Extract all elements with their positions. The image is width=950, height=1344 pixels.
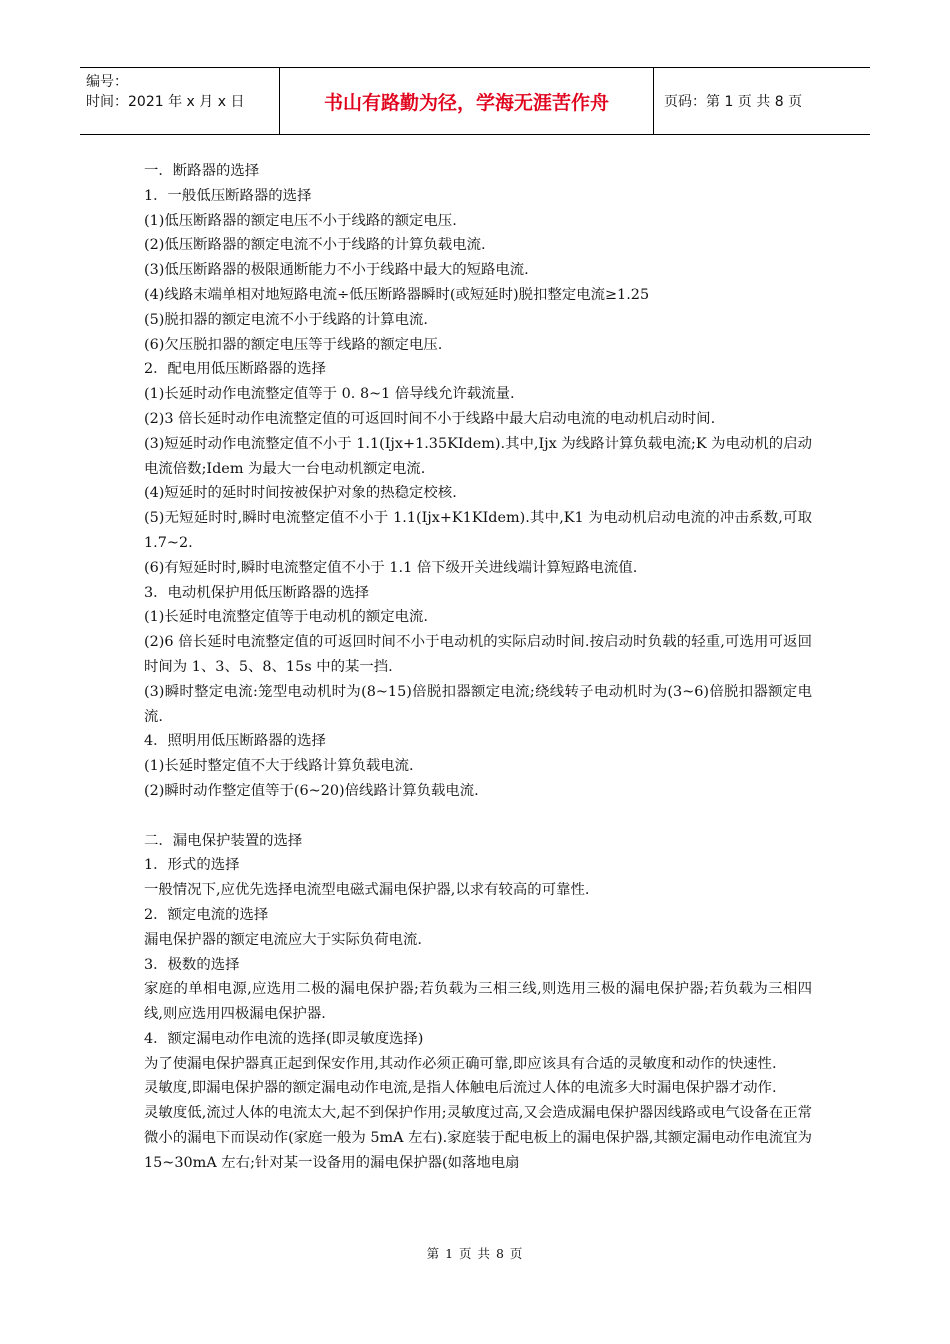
body-paragraph: (3)低压断路器的极限通断能力不小于线路中最大的短路电流.: [144, 262, 529, 279]
body-paragraph: (6)有短延时时,瞬时电流整定值不小于 1.1 倍下级开关进线端计算短路电流值.: [144, 559, 638, 576]
body-paragraph: 一般情况下,应优先选择电流型电磁式漏电保护器,以求有较高的可靠性.: [144, 882, 590, 899]
body-paragraph: (1)长延时整定值不大于线路计算负载电流.: [144, 758, 414, 775]
body-paragraph: (4)短延时的延时时间按被保护对象的热稳定校核.: [144, 485, 457, 502]
body-paragraph: (6)欠压脱扣器的额定电压等于线路的额定电压.: [144, 336, 443, 353]
body-paragraph: (2)瞬时动作整定值等于(6~20)倍线路计算负载电流.: [144, 782, 479, 799]
header-meta-cell: [80, 68, 280, 134]
body-paragraph: 4．照明用低压断路器的选择: [144, 733, 326, 750]
body-paragraph: 2．配电用低压断路器的选择: [144, 361, 326, 378]
document-body: [144, 159, 812, 1176]
body-paragraph: 1．形式的选择: [144, 857, 240, 874]
body-paragraph: 4．额定漏电动作电流的选择(即灵敏度选择): [144, 1030, 424, 1047]
document-number-label: 编号：: [86, 74, 128, 90]
body-paragraph: 灵敏度,即漏电保护器的额定漏电动作电流,是指人体触电后流过人体的电流多大时漏电保护器才动作.: [144, 1080, 777, 1097]
body-paragraph: 二．漏电保护装置的选择: [144, 832, 303, 849]
body-paragraph: 3．极数的选择: [144, 956, 240, 973]
header-motto-cell: [280, 68, 654, 134]
body-paragraph: (5)脱扣器的额定电流不小于线路的计算电流.: [144, 311, 428, 328]
body-paragraph: (1)长延时动作电流整定值等于 0. 8~1 倍导线允许载流量.: [144, 386, 515, 403]
body-paragraph: (1)低压断路器的额定电压不小于线路的额定电压.: [144, 212, 457, 229]
blank-line: [144, 804, 812, 829]
header-page-cell: [654, 68, 870, 134]
body-paragraph: 2．额定电流的选择: [144, 906, 269, 923]
body-paragraph: 灵敏度低,流过人体的电流太大,起不到保护作用;灵敏度过高,又会造成漏电保护器因线路或电气设备在正常微小的漏电下而误动作(家庭一般为 5mA 左右).家庭装于配电板上的漏电保护器,其额定漏电动作电流宜为 15~30mA 左右;针对某一设备用的漏电保护器(如落地电扇: [144, 1105, 812, 1171]
body-paragraph: 漏电保护器的额定电流应大于实际负荷电流.: [144, 931, 422, 948]
page-footer: 第 1 页 共 8 页: [426, 1246, 524, 1261]
body-paragraph: (3)短延时动作电流整定值不小于 1.1(Ijx+1.35KIdem).其中,Ijx 为线路计算负载电流;K 为电动机的启动电流倍数;Idem 为最大一台电动机额定电流.: [144, 435, 812, 477]
header-motto: 书山有路勤为径，学海无涯苦作舟: [323, 91, 609, 114]
body-paragraph: (2)低压断路器的额定电流不小于线路的计算负载电流.: [144, 237, 486, 254]
body-paragraph: (1)长延时电流整定值等于电动机的额定电流.: [144, 609, 428, 626]
header-page-code: 页码：第 1 页 共 8 页: [664, 94, 803, 110]
body-paragraph: (3)瞬时整定电流:笼型电动机时为(8~15)倍脱扣器额定电流;绕线转子电动机时为(3~6)倍脱扣器额定电流.: [144, 683, 812, 725]
document-date-label: 时间：2021 年 x 月 x 日: [86, 94, 245, 110]
body-paragraph: (4)线路末端单相对地短路电流÷低压断路器瞬时(或短延时)脱扣整定电流≥1.25: [144, 286, 650, 303]
body-paragraph: 1．一般低压断路器的选择: [144, 187, 312, 204]
body-paragraph: (2)6 倍长延时电流整定值的可返回时间不小于电动机的实际启动时间.按启动时负载的轻重,可选用可返回时间为 1、3、5、8、15s 中的某一挡.: [144, 634, 812, 675]
body-paragraph: 3．电动机保护用低压断路器的选择: [144, 584, 370, 601]
body-paragraph: 一．断路器的选择: [144, 163, 260, 179]
body-paragraph: 为了使漏电保护器真正起到保安作用,其动作必须正确可靠,即应该具有合适的灵敏度和动作的快速性.: [144, 1055, 777, 1072]
body-paragraph: (5)无短延时时,瞬时电流整定值不小于 1.1(Ijx+K1KIdem).其中,K1 为电动机启动电流的冲击系数,可取 1.7~2.: [144, 510, 812, 551]
body-paragraph: (2)3 倍长延时动作电流整定值的可返回时间不小于线路中最大启动电流的电动机启动时间.: [144, 410, 716, 427]
body-paragraph: 家庭的单相电源,应选用二极的漏电保护器;若负载为三相三线,则选用三极的漏电保护器;若负载为三相四线,则应选用四极漏电保护器.: [144, 981, 812, 1023]
document-header: [80, 67, 870, 135]
